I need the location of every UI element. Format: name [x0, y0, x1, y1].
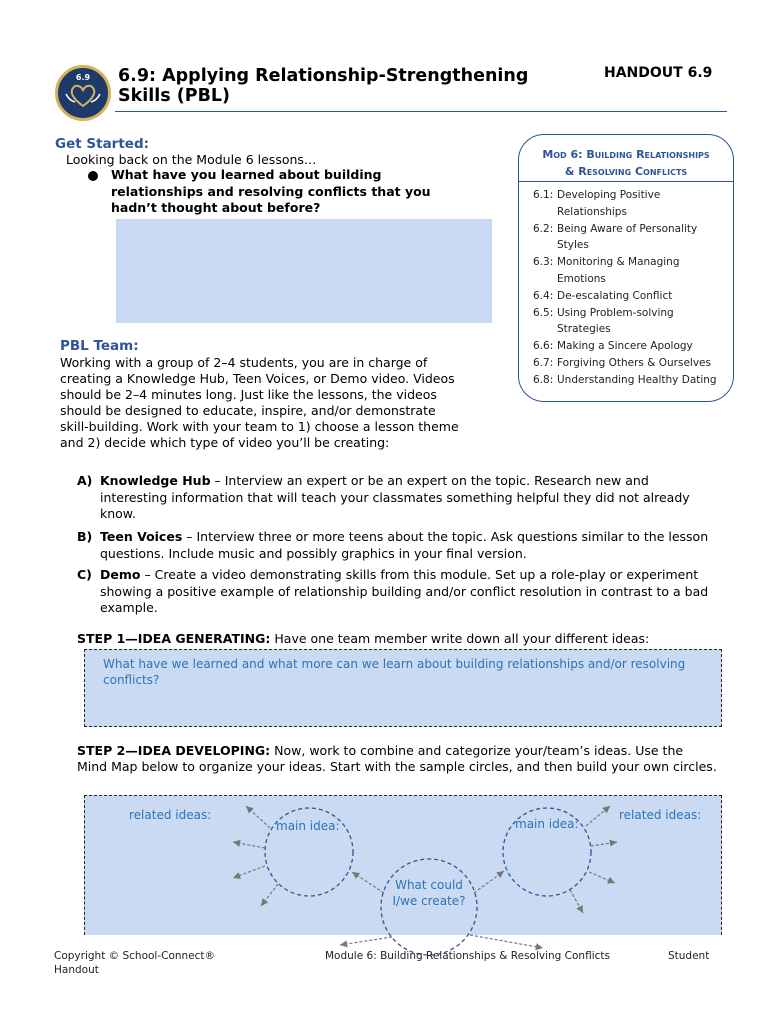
option-description: – Create a video demonstrating skills from this module. Set up a role-play or experiment showing a positive example of relationship building and/or conflict resolution in contrast to a bad example. — [100, 567, 709, 615]
get-started-heading: Get Started: — [55, 136, 150, 152]
center-prompt-line1: What could — [395, 878, 463, 892]
option-name: Knowledge Hub — [100, 473, 211, 488]
related-ideas-label-right: related ideas: — [619, 808, 702, 822]
center-prompt — [381, 877, 477, 909]
lesson-title: Understanding Healthy Dating — [557, 373, 717, 386]
related-ideas-label-left: related ideas: — [129, 808, 212, 822]
footer-copyright: Copyright © School-Connect® — [54, 950, 216, 962]
option-name: Teen Voices — [100, 529, 183, 544]
arrow — [470, 935, 543, 948]
reflection-question: What have you learned about building relationships and resolving conflicts that you hadn’t thought about before? — [111, 167, 431, 215]
arrow — [591, 842, 617, 846]
lesson-number: 6.1: — [533, 189, 554, 201]
arrow — [586, 806, 610, 826]
lesson-number: 6.2: — [533, 222, 554, 235]
arrow — [589, 872, 615, 883]
idea-prompt: What have we learned and what more can we learn about building relationships and/or resolving conflicts? — [103, 657, 686, 687]
lesson-number: 6.3: — [533, 256, 554, 269]
arrow — [246, 806, 270, 828]
lesson-title: Being Aware of Personality Styles — [557, 222, 698, 252]
lesson-title: Making a Sincere Apology — [557, 340, 693, 353]
main-idea-label-left: main idea: — [276, 819, 340, 833]
step1-label: STEP 1—IDEA GENERATING: — [77, 631, 271, 646]
option-description: – Interview three or more teens about the topic. Ask questions similar to the lesson questions. Include music and possibly graphics in your final version. — [100, 529, 709, 561]
handout-label: HANDOUT 6.9 — [604, 65, 713, 81]
step2-label: STEP 2—IDEA DEVELOPING: — [77, 743, 271, 758]
arrow — [340, 937, 392, 945]
arrow — [474, 871, 504, 893]
option-letter: B) — [77, 529, 93, 544]
arrow — [261, 884, 278, 906]
option-name: Demo — [100, 567, 141, 582]
lesson-title: Developing Positive Relationships — [557, 189, 661, 218]
pbl-heading: PBL Team: — [60, 338, 139, 354]
lesson-title: Monitoring & Managing Emotions — [557, 256, 680, 285]
footer-handout: Handout — [54, 964, 99, 976]
main-idea-label-right: main idea: — [515, 817, 579, 831]
logo-number: 6.9 — [75, 73, 91, 82]
arrow — [233, 842, 265, 848]
panel-title-line2: & Resolving Conflicts — [564, 165, 688, 178]
lesson-number: 6.5: — [533, 306, 554, 319]
lesson-number: 6.7: — [533, 356, 554, 369]
lesson-title: Forgiving Others & Ourselves — [557, 356, 711, 369]
lesson-number: 6.8: — [533, 373, 554, 386]
option-description: – Interview an expert or be an expert on the topic. Research new and interesting information that will teach your classmates something helpful they did not already know. — [100, 473, 690, 521]
step2-text: Now, work to combine and categorize your/team’s ideas. Use the Mind Map below to organize your ideas. Start with the sample circles, and then build your own circles. — [77, 743, 717, 774]
lesson-number: 6.6: — [533, 340, 554, 353]
footer-student: Student — [668, 950, 710, 962]
option-letter: C) — [77, 567, 92, 582]
center-prompt-line2: I/we create? — [392, 894, 466, 908]
page-title: 6.9: Applying Relationship-Strengthening Skills (PBL) — [118, 66, 529, 106]
footer-module: Module 6: Building Relationships & Resolving Conflicts — [325, 950, 610, 962]
arrow — [352, 872, 384, 893]
arrow — [570, 890, 583, 913]
lesson-title: Using Problem-solving Strategies — [557, 306, 674, 336]
arrow — [233, 866, 265, 878]
get-started-intro: Looking back on the Module 6 lessons… — [66, 152, 317, 167]
step1-text: Have one team member write down all your different ideas: — [270, 631, 650, 646]
lesson-title: De-escalating Conflict — [557, 289, 673, 302]
option-letter: A) — [77, 473, 93, 488]
pbl-instructions: Working with a group of 2–4 students, you are in charge of creating a Knowledge Hub, Teen Voices, or Demo video. Videos should be 2–4 minutes long. Just like the lessons, the videos should be designed to educate, inspire, and/or demonstrate skill-building. Work with your team to 1) choose a lesson theme and 2) decide which type of video you’ll be creating: — [60, 355, 459, 450]
lesson-number: 6.4: — [533, 289, 554, 302]
panel-title-line1: Mod 6: Building Relationships — [542, 148, 710, 161]
